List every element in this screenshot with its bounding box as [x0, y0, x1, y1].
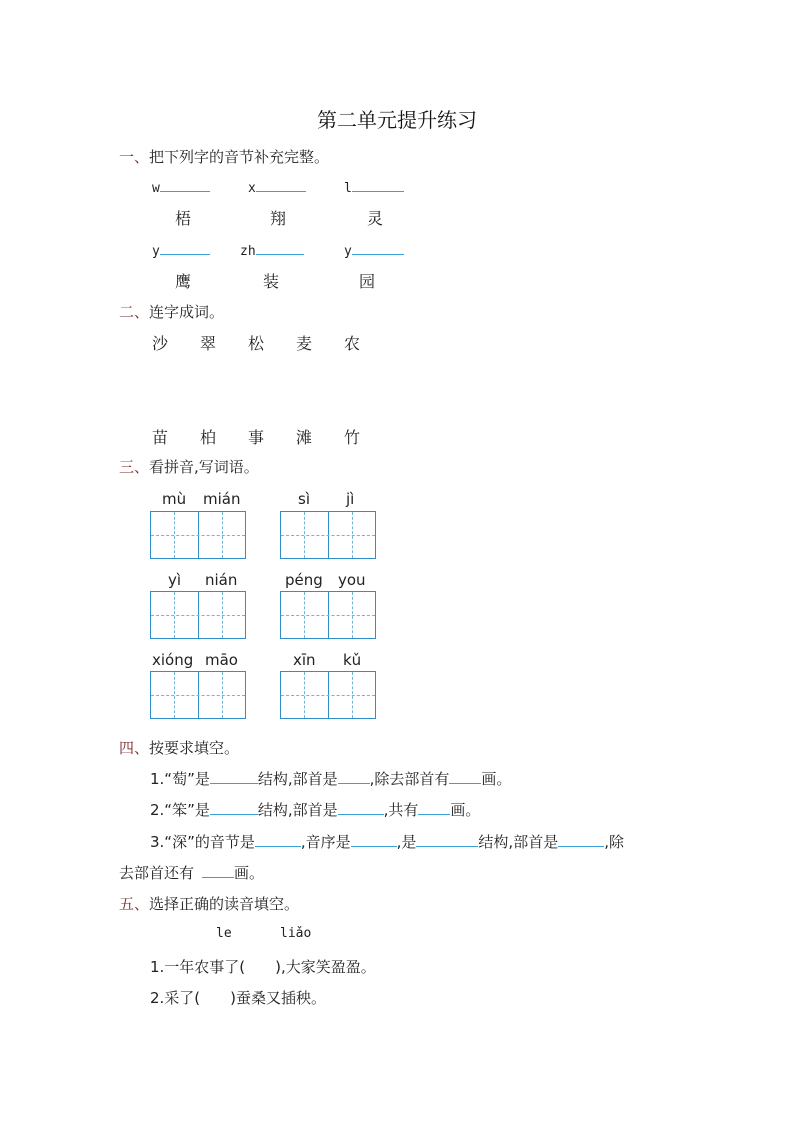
pinyin-label: xióng — [152, 651, 194, 669]
pinyin-label: yì — [168, 571, 182, 589]
pinyin-item-1 — [152, 177, 210, 196]
fill-question-3: 3.“深”的音节是 ,音序是 ,是 结构,部首是 ,除 — [150, 833, 624, 851]
word-char[interactable]: 沙 — [152, 334, 169, 353]
pinyin-item-6 — [344, 240, 404, 259]
word-char[interactable]: 翠 — [200, 334, 217, 353]
section-4-heading — [119, 737, 239, 758]
char-label: 灵 — [367, 209, 384, 228]
word-char[interactable]: 柏 — [200, 428, 217, 447]
pinyin-prefix: w — [152, 181, 160, 196]
writing-grid[interactable] — [150, 591, 246, 639]
answer-blank[interactable] — [210, 800, 258, 815]
answer-blank[interactable] — [256, 240, 304, 255]
writing-grid[interactable] — [150, 511, 246, 559]
char-label: 翔 — [270, 209, 287, 228]
answer-blank[interactable] — [351, 832, 397, 847]
section-2-text: 连字成词。 — [149, 303, 225, 321]
answer-blank[interactable] — [256, 177, 306, 192]
choice-question-2: 2.采了( )蚕桑又插秧。 — [150, 989, 327, 1007]
pinyin-label: xīn — [293, 651, 316, 669]
fill-question-1: 1.“萄”是 结构,部首是 ,除去部首有 画。 — [150, 770, 512, 788]
section-1-text: 把下列字的音节补充完整。 — [149, 148, 330, 166]
answer-blank[interactable] — [352, 177, 404, 192]
answer-blank[interactable] — [558, 832, 604, 847]
word-char[interactable]: 松 — [248, 334, 265, 353]
pinyin-label: māo — [205, 651, 238, 669]
pinyin-item-5 — [240, 240, 304, 259]
word-char[interactable]: 农 — [344, 334, 361, 353]
section-3-number: 三、 — [119, 458, 150, 476]
pinyin-label: jì — [346, 490, 355, 508]
answer-blank[interactable] — [352, 240, 404, 255]
section-4-number: 四、 — [119, 739, 150, 757]
reading-option: le — [216, 926, 232, 941]
pinyin-label: sì — [298, 490, 310, 508]
word-char[interactable]: 事 — [248, 428, 265, 447]
answer-blank[interactable] — [416, 832, 478, 847]
reading-option: liǎo — [280, 926, 312, 941]
fill-question-3-continued: 去部首还有 画。 — [119, 864, 265, 882]
pinyin-label: kǔ — [343, 651, 362, 669]
pinyin-label: you — [338, 571, 366, 589]
fill-question-2: 2.“笨”是 结构,部首是 ,共有 画。 — [150, 801, 481, 819]
pinyin-label: péng — [285, 571, 323, 589]
word-char[interactable]: 竹 — [344, 428, 361, 447]
char-label: 园 — [359, 272, 376, 291]
answer-blank[interactable] — [255, 832, 301, 847]
section-4-text: 按要求填空。 — [149, 739, 240, 757]
word-char[interactable]: 苗 — [152, 428, 169, 447]
pinyin-prefix: y — [152, 244, 160, 259]
choice-question-1: 1.一年农事了( ),大家笑盈盈。 — [150, 958, 376, 976]
pinyin-item-4 — [152, 240, 210, 259]
answer-blank[interactable] — [338, 800, 384, 815]
char-label: 装 — [263, 272, 280, 291]
pinyin-label: mián — [203, 490, 241, 508]
word-char[interactable]: 滩 — [296, 428, 313, 447]
section-2-heading — [119, 301, 224, 322]
section-5-number: 五、 — [119, 895, 150, 913]
writing-grid[interactable] — [280, 591, 376, 639]
pinyin-item-3 — [344, 177, 404, 196]
char-label: 梧 — [175, 209, 192, 228]
writing-grid[interactable] — [150, 671, 246, 719]
section-5-text: 选择正确的读音填空。 — [149, 895, 300, 913]
answer-blank[interactable] — [160, 240, 210, 255]
answer-blank[interactable] — [202, 863, 234, 878]
answer-blank[interactable] — [418, 800, 450, 815]
section-1-heading — [119, 146, 329, 167]
answer-blank[interactable] — [449, 769, 481, 784]
pinyin-label: nián — [205, 571, 238, 589]
answer-blank[interactable] — [210, 769, 258, 784]
pinyin-prefix: zh — [240, 244, 256, 259]
pinyin-prefix: y — [344, 244, 352, 259]
writing-grid[interactable] — [280, 671, 376, 719]
pinyin-item-2 — [248, 177, 306, 196]
pinyin-prefix: x — [248, 181, 256, 196]
section-3-heading — [119, 456, 259, 477]
word-char[interactable]: 麦 — [296, 334, 313, 353]
answer-blank[interactable] — [338, 769, 370, 784]
answer-blank[interactable] — [160, 177, 210, 192]
pinyin-prefix: l — [344, 181, 352, 196]
page-title: 第二单元提升练习 — [317, 108, 477, 132]
pinyin-label: mù — [162, 490, 187, 508]
section-3-text: 看拼音,写词语。 — [149, 458, 259, 476]
section-2-number: 二、 — [119, 303, 150, 321]
section-5-heading — [119, 893, 299, 914]
writing-grid[interactable] — [280, 511, 376, 559]
section-1-number: 一、 — [119, 148, 150, 166]
char-label: 鹰 — [175, 272, 192, 291]
